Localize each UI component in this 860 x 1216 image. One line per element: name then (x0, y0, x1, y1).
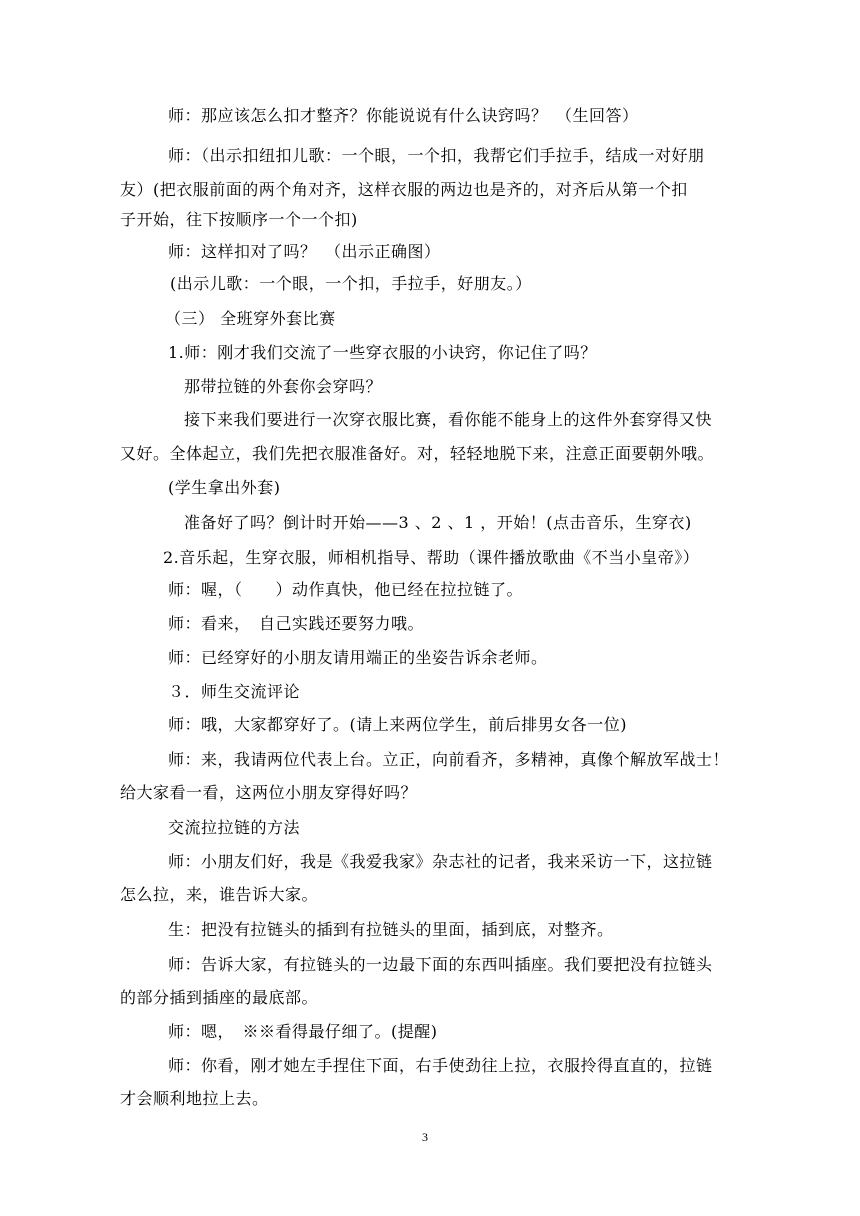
text-line: 2.音乐起，生穿衣服，师相机指导、帮助（课件播放歌曲《不当小皇帝》） (163, 548, 700, 567)
text-line: 师：来，我请两位代表上台。立正，向前看齐，多精神，真像个解放军战士！ (168, 750, 730, 769)
text-line: 给大家看一看，这两位小朋友穿得好吗？ (120, 783, 418, 802)
text-line: 准备好了吗？倒计时开始——3 、2 、1 ，开始！(点击音乐，生穿衣) (184, 513, 692, 532)
text-line: 又好。全体起立，我们先把衣服准备好。对，轻轻地脱下来，注意正面要朝外哦。 (120, 444, 715, 463)
text-line: (学生拿出外套) (168, 478, 281, 497)
text-line: 1.师：刚才我们交流了一些穿衣服的小诀窍，你记住了吗？ (168, 343, 597, 362)
text-line: 师：（出示扣纽扣儿歌：一个眼，一个扣，我帮它们手拉手，结成一对好朋 (168, 146, 705, 165)
text-line: 师：你看，刚才她左手捏住下面，右手使劲往上拉，衣服拎得直直的，拉链 (168, 1056, 713, 1075)
text-line: 师：嗯， ※※看得最仔细了。(提醒) (168, 1022, 438, 1041)
text-line: 师：告诉大家，有拉链头的一边最下面的东西叫插座。我们要把没有拉链头 (168, 955, 713, 974)
page-number: 3 (422, 1130, 428, 1144)
text-line: 才会顺利地拉上去。 (120, 1089, 269, 1108)
text-line: 师：这样扣对了吗？ （出示正确图） (168, 242, 441, 261)
text-line: 的部分插到插座的最底部。 (120, 988, 319, 1007)
text-line: 接下来我们要进行一次穿衣服比赛，看你能不能身上的这件外套穿得又快 (184, 410, 713, 429)
text-line: (出示儿歌：一个眼，一个扣，手拉手，好朋友。） (170, 274, 532, 293)
text-line: 那带拉链的外套你会穿吗？ (184, 377, 383, 396)
section-heading: ３．师生交流评论 (168, 682, 301, 701)
text-line: 交流拉拉链的方法 (168, 818, 301, 837)
text-line: 怎么拉，来，谁告诉大家。 (120, 885, 319, 904)
text-line: 生：把没有拉链头的插到有拉链头的里面，插到底，对整齐。 (168, 920, 614, 939)
text-line: 师：哦，大家都穿好了。(请上来两位学生，前后排男女各一位) (168, 715, 627, 734)
section-heading: （三） 全班穿外套比赛 (165, 309, 336, 328)
text-line: 友）(把衣服前面的两个角对齐，这样衣服的两边也是齐的，对齐后从第一个扣 (120, 180, 688, 199)
text-line: 师：已经穿好的小朋友请用端正的坐姿告诉余老师。 (168, 648, 548, 667)
text-line: 师：小朋友们好，我是《我爱我家》杂志社的记者，我来采访一下，这拉链 (168, 852, 713, 871)
text-line: 子开始，往下按顺序一个一个扣) (120, 210, 358, 229)
text-line: 师：那应该怎么扣才整齐？你能说说有什么诀窍吗？ （生回答） (168, 106, 639, 125)
text-line: 师：喔，（ ）动作真快，他已经在拉拉链了。 (168, 580, 524, 599)
text-line: 师：看来， 自己实践还要努力哦。 (168, 614, 425, 633)
